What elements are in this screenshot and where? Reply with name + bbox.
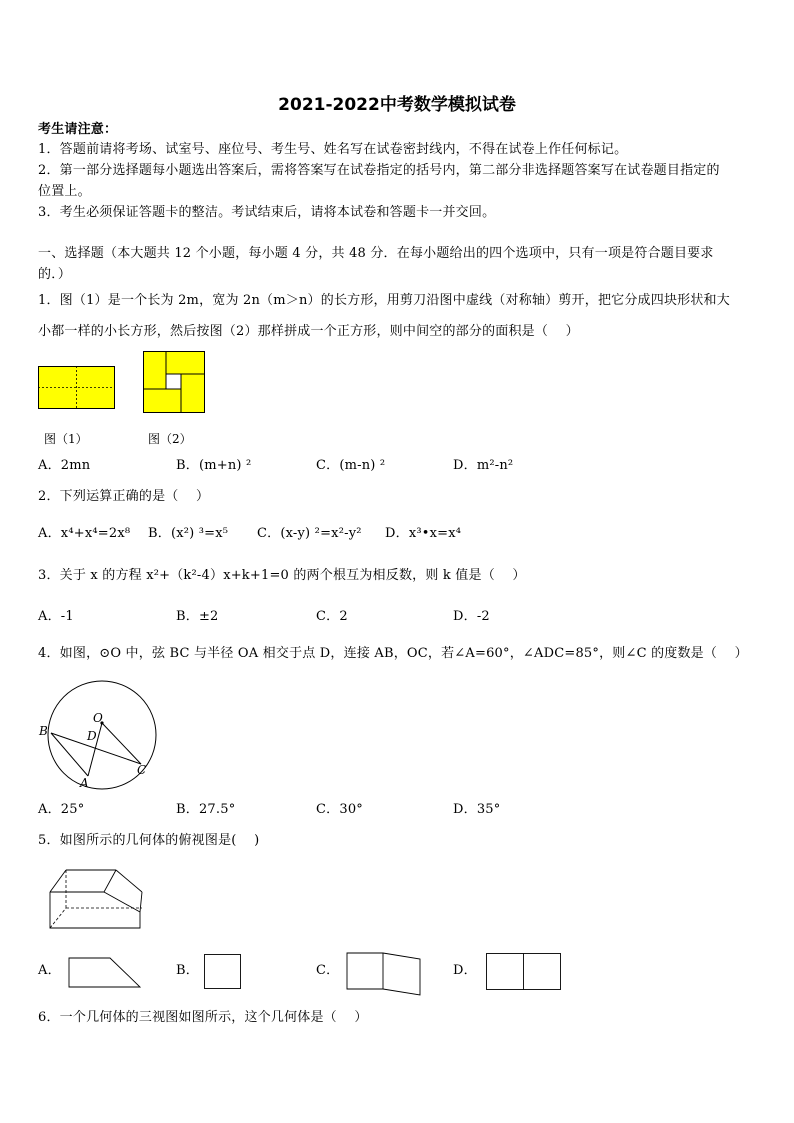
section-heading: 一、选择题（本大题共 12 个小题，每小题 4 分，共 48 分．在每小题给出的四个选项中，只有一项是符合题目要求	[38, 246, 714, 261]
q4-circle-figure	[36, 676, 160, 800]
q1-figure-1	[38, 366, 118, 410]
q4-option-b: B．27.5°	[176, 802, 236, 817]
notice-item-2: 2．第一部分选择题每小题选出答案后，需将答案写在试卷指定的括号内，第二部分非选择题答案写在试卷题目指定的	[38, 163, 720, 178]
q1-figure-1-caption: 图（1）	[44, 432, 88, 446]
q5-option-b-letter: B．	[176, 963, 199, 978]
q1-option-d: D．m²-n²	[453, 458, 514, 473]
q1-stem: 1．图（1）是一个长为 2m，宽为 2n（m＞n）的长方形，用剪刀沿图中虚线（对称轴）剪开，把它分成四块形状和大	[38, 293, 730, 308]
q3-option-a: A．-1	[38, 609, 74, 624]
q1-option-b: B．(m+n) ²	[176, 458, 252, 473]
q2-stem: 2．下列运算正确的是（ ）	[38, 489, 210, 504]
q6-stem: 6．一个几何体的三视图如图所示，这个几何体是（ ）	[38, 1010, 368, 1025]
q5-option-d-shape	[485, 952, 565, 992]
q3-option-c: C．2	[316, 609, 348, 624]
q2-option-b: B．(x²) ³=x⁵	[148, 526, 229, 541]
q4-label-a: A	[80, 776, 89, 790]
q1-option-c: C．(m-n) ²	[316, 458, 386, 473]
q5-option-c-shape	[345, 951, 425, 997]
q5-option-d-letter: D．	[453, 963, 477, 978]
q1-option-a: A．2mn	[38, 458, 91, 473]
q1-figure-2-caption: 图（2）	[148, 432, 192, 446]
q3-option-b: B．±2	[176, 609, 219, 624]
notice-item-2-cont: 位置上。	[38, 184, 91, 199]
q4-label-c: C	[137, 763, 147, 777]
q1-stem-cont: 小都一样的小长方形，然后按图（2）那样拼成一个正方形，则中间空的部分的面积是（ ）	[38, 324, 579, 339]
q2-option-d: D．x³•x=x⁴	[385, 526, 462, 541]
q5-option-b-shape	[203, 953, 243, 991]
q4-label-d: D	[87, 729, 97, 743]
q5-option-a-letter: A．	[38, 963, 61, 978]
q4-option-c: C．30°	[316, 802, 363, 817]
section-heading-cont: 的．）	[38, 267, 72, 282]
q4-label-o: O	[93, 711, 103, 725]
q5-solid-figure	[46, 866, 144, 932]
q5-stem: 5．如图所示的几何体的俯视图是( )	[38, 833, 260, 848]
notice-item-1: 1．答题前请将考场、试室号、座位号、考生号、姓名写在试卷密封线内，不得在试卷上作任何标记。	[38, 142, 628, 157]
notice-item-3: 3．考生必须保证答题卡的整洁。考试结束后，请将本试卷和答题卡一并交回。	[38, 205, 496, 220]
q4-option-d: D．35°	[453, 802, 501, 817]
q3-option-d: D．-2	[453, 609, 490, 624]
q4-label-b: B	[39, 724, 48, 738]
q4-stem: 4．如图，⊙O 中，弦 BC 与半径 OA 相交于点 D，连接 AB，OC，若∠A=60°，∠ADC=85°，则∠C 的度数是（ ）	[38, 646, 748, 661]
notice-heading: 考生请注意：	[38, 122, 118, 137]
q2-option-c: C．(x-y) ²=x²-y²	[257, 526, 362, 541]
q3-stem: 3．关于 x 的方程 x²+（k²-4）x+k+1=0 的两个根互为相反数，则 k 值是（ ）	[38, 568, 526, 583]
q5-option-c-letter: C．	[316, 963, 340, 978]
q5-option-a-shape	[64, 956, 144, 990]
q1-figure-2	[143, 351, 207, 415]
page-title: 2021-2022中考数学模拟试卷	[278, 95, 516, 115]
q2-option-a: A．x⁴+x⁴=2x⁸	[38, 526, 131, 541]
q4-option-a: A．25°	[38, 802, 85, 817]
